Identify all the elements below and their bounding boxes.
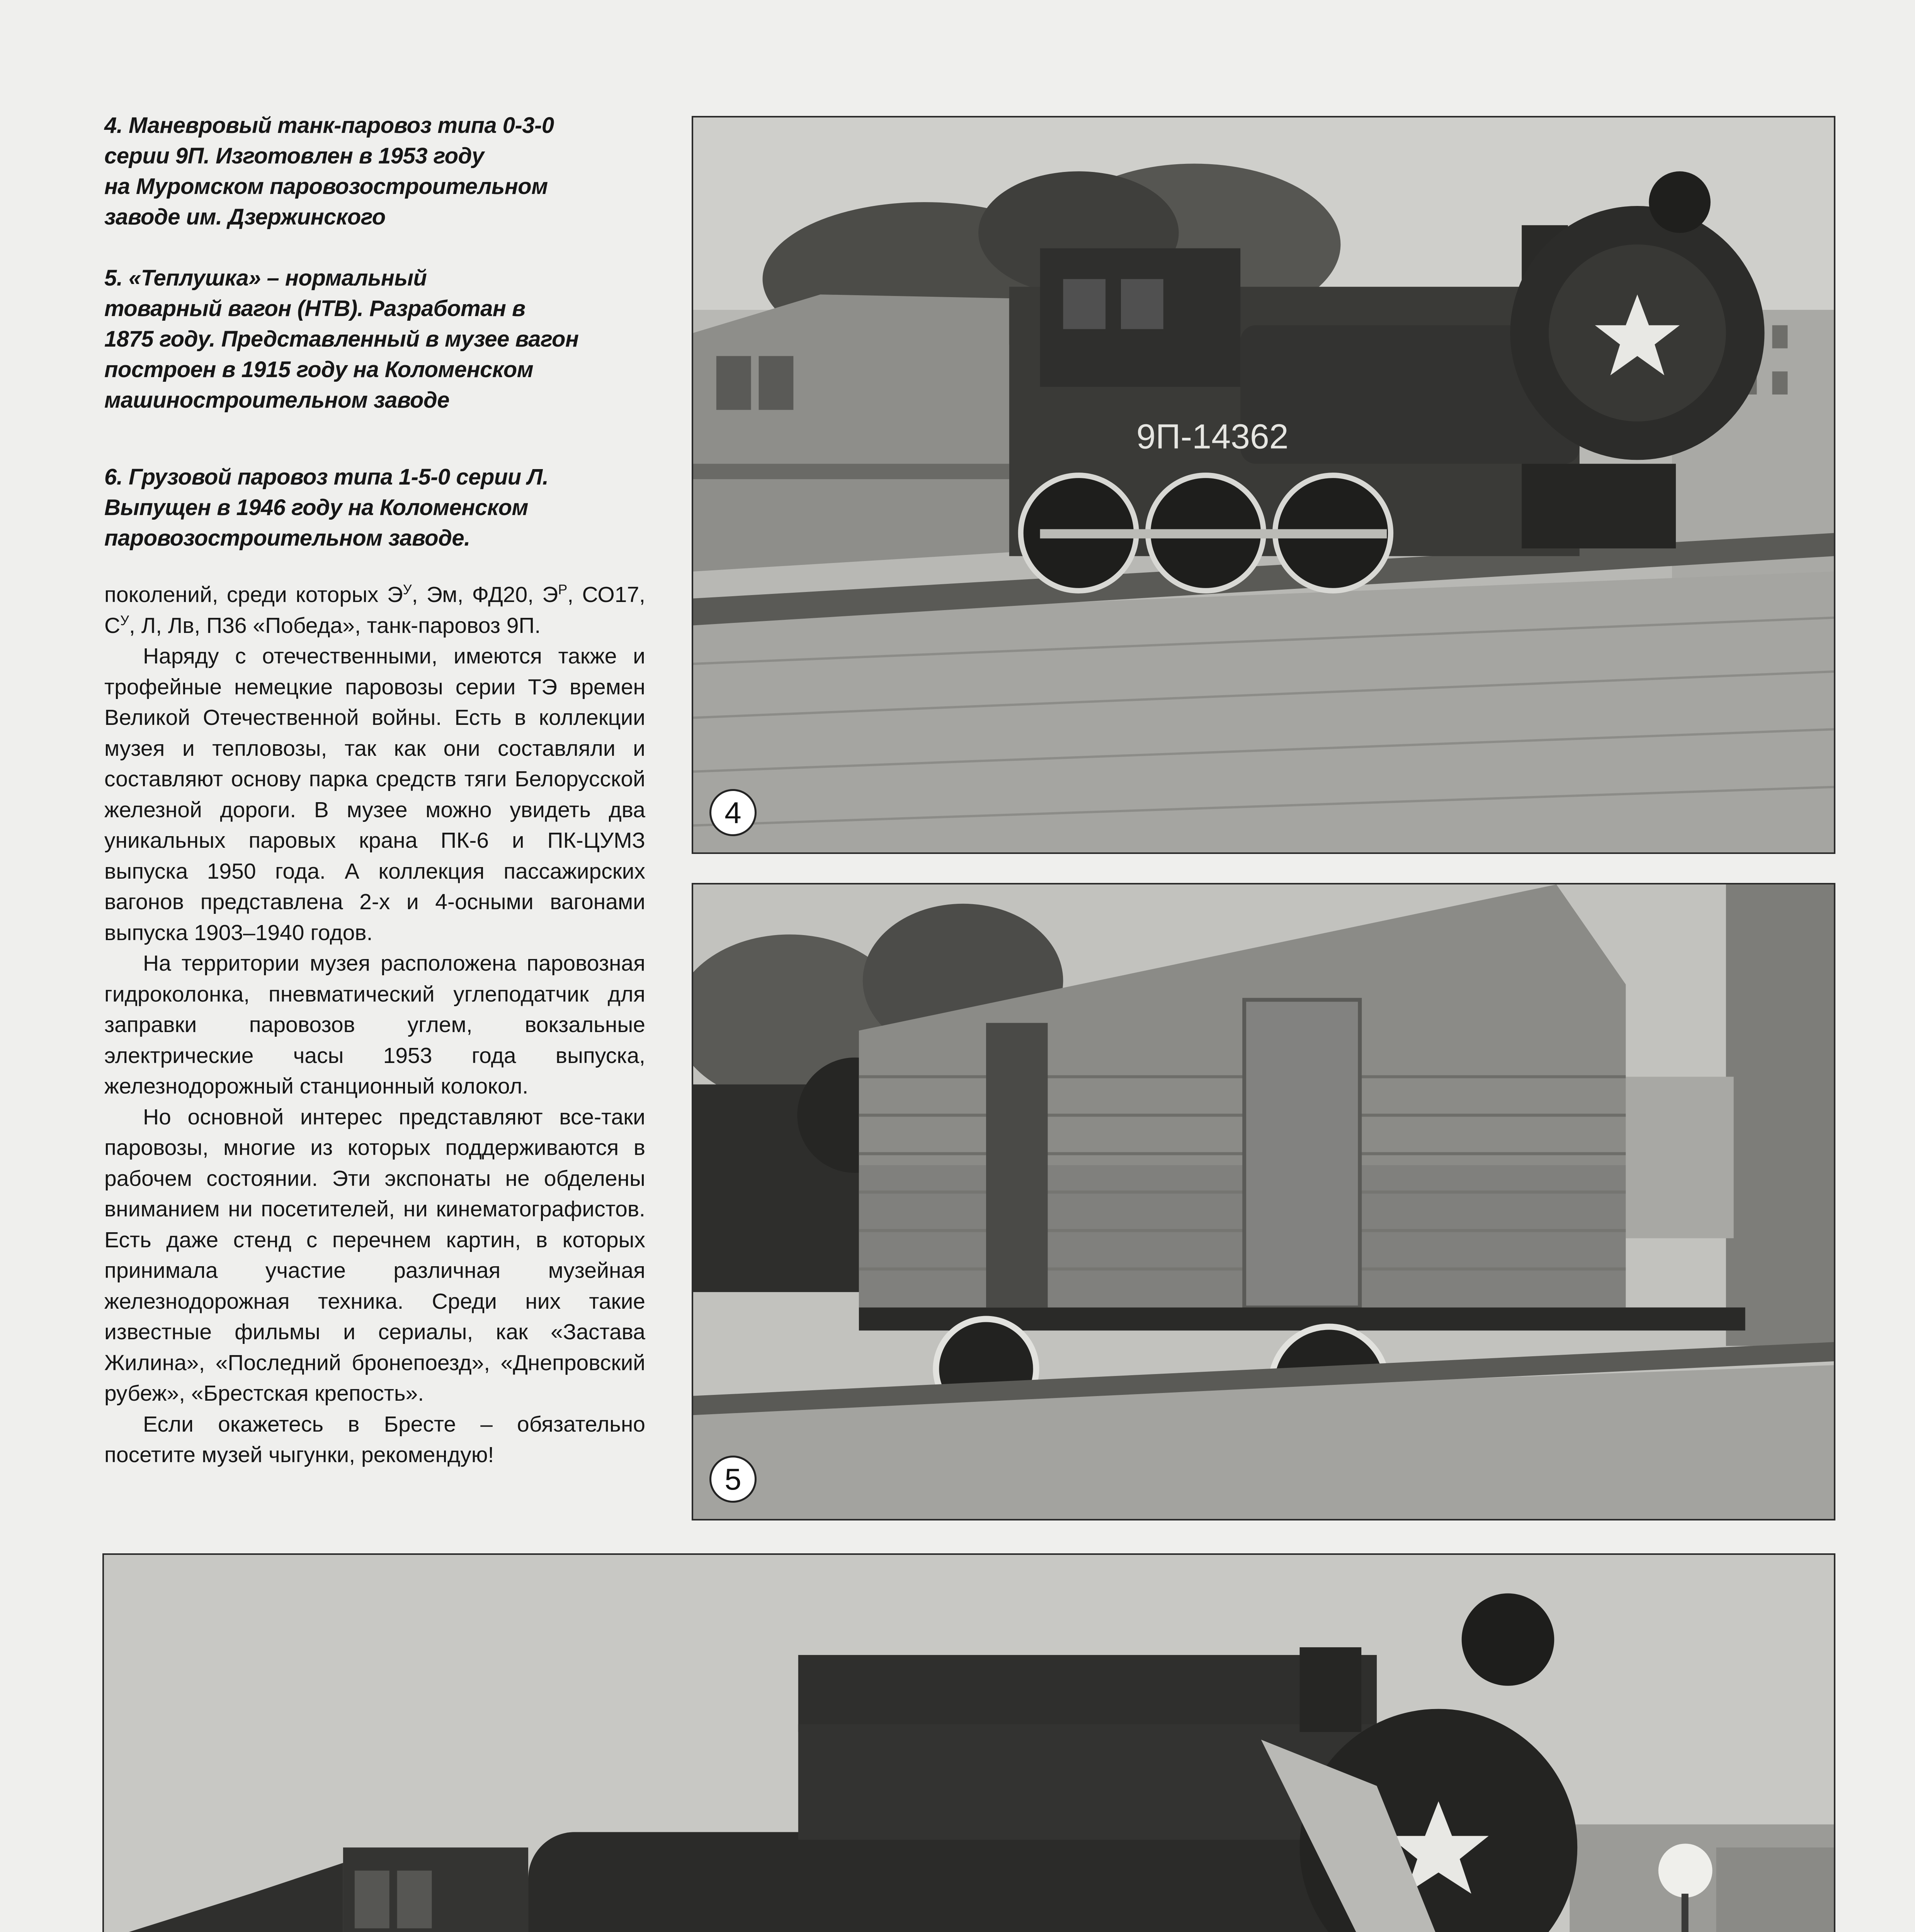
photo-freight-wagon	[692, 883, 1835, 1520]
article-paragraph: На территории музея расположена паровозная гидроколонка, пневматический углеподатчик для заправки паровозов углем, вокзальные электрические часы 1953 года выпуска, железнодорожный станционный колокол.	[104, 951, 645, 1099]
caption-photo-6	[104, 462, 645, 553]
photo-5-illustration	[693, 884, 1834, 1519]
photo-tank-locomotive	[692, 116, 1835, 854]
text-run: , Эм, ФД20, Э	[412, 582, 558, 607]
text-run: поколений, среди которых Э	[104, 582, 403, 607]
caption-line: товарный вагон (НТВ). Разработан в	[104, 296, 526, 321]
photo-number-badge: 4	[709, 789, 757, 836]
text-run: , Л, Лв, П36 «Победа», танк-паровоз 9П.	[129, 613, 541, 638]
caption-line: построен в 1915 году на Коломенском	[104, 357, 534, 382]
superscript: У	[403, 582, 412, 597]
caption-line: машиностроительном заводе	[104, 388, 449, 413]
caption-line: 1875 году. Представленный в музее вагон	[104, 327, 579, 352]
article-paragraph	[104, 580, 645, 641]
caption-line: заводе им. Дзержинского	[104, 204, 386, 230]
article-paragraph: Наряду с отечественными, имеются также и трофейные немецкие паровозы серии ТЭ времен Великой Отечественной войны. Есть в коллекции музея и тепловозы, так как они составляли и составляют основу парка средств тяги Белорусской железной дороги. В музее можно увидеть два уникальных паровых крана ПК-6 и ПК-ЦУМЗ выпуска 1950 года. А коллекция пассажирских вагонов представлена 2-х и 4-осными вагонами выпуска 1903–1940 годов.	[104, 644, 645, 945]
photo-steam-locomotive-l	[102, 1553, 1835, 1932]
loco-number-plate: 9П-14362	[1136, 417, 1289, 456]
article-paragraph: Но основной интерес представляют все-таки паровозы, многие из которых поддерживаются в рабочем состоянии. Эти экспонаты не обделены вниманием ни посетителей, ни кинематографистов. Есть даже стенд с перечнем картин, в которых принимала участие различная музейная железнодорожная техника. Среди них такие известные фильмы и сериалы, как «Застава Жилина», «Последний бронепоезд», «Днепровский рубеж», «Брестская крепость».	[104, 1104, 645, 1406]
caption-line: серии 9П. Изготовлен в 1953 году	[104, 143, 484, 168]
photo-number-badge: 5	[709, 1456, 757, 1503]
caption-line: 6. Грузовой паровоз типа 1-5-0 серии Л.	[104, 464, 549, 490]
caption-line: на Муромском паровозостроительном	[104, 174, 548, 199]
caption-photo-4	[104, 110, 645, 232]
text-run: , СО17, С	[104, 582, 646, 638]
caption-line: паровозостроительном заводе.	[104, 526, 470, 551]
caption-line: Выпущен в 1946 году на Коломенском	[104, 495, 528, 520]
photo-4-illustration	[693, 117, 1834, 852]
article-body	[104, 580, 645, 1471]
photo-6-illustration	[104, 1555, 1834, 1932]
superscript: У	[120, 612, 129, 628]
superscript: Р	[558, 582, 568, 597]
caption-line: 5. «Теплушка» – нормальный	[104, 265, 427, 291]
article-paragraph: Если окажетесь в Бресте – обязательно посетите музей чыгунки, рекомендую!	[104, 1412, 645, 1467]
caption-photo-5	[104, 263, 645, 415]
caption-line: 4. Маневровый танк-паровоз типа 0-3-0	[104, 113, 554, 138]
